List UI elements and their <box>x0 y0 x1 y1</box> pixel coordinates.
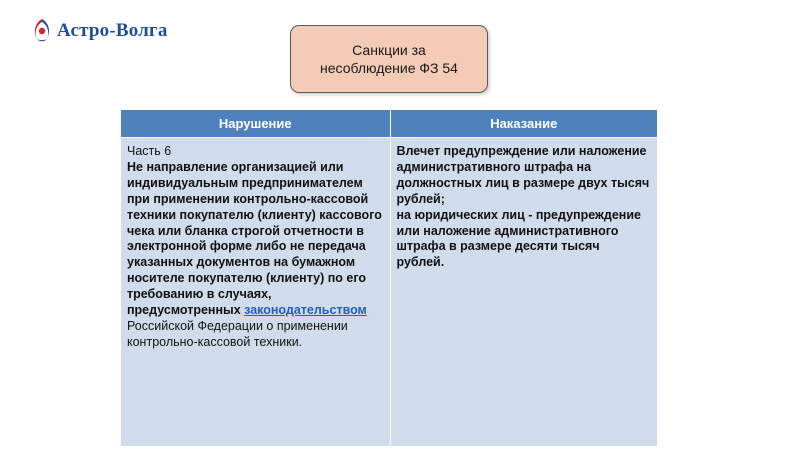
penalty-officials: Влечет предупреждение или наложение административного штрафа на должностных лиц в размере двух тысяч рублей; <box>396 144 650 206</box>
logo <box>30 16 168 46</box>
title-box <box>290 25 488 93</box>
legislation-link[interactable]: законодательством <box>244 303 367 318</box>
title-line-2: несоблюдение ФЗ 54 <box>320 60 458 76</box>
penalty-legal-entities: на юридических лиц - предупреждение или наложение административного штрафа в размере десяти тысяч рублей. <box>396 207 641 270</box>
header-violation: Нарушение <box>121 110 390 138</box>
table-header-row <box>121 110 657 138</box>
sanctions-table <box>121 110 657 446</box>
logo-text: Астро-Волга <box>57 20 168 41</box>
header-penalty: Наказание <box>390 110 657 138</box>
violation-text-end: Российской Федерации о применении контрольно-кассовой техники. <box>127 318 348 349</box>
penalty-cell <box>390 138 657 447</box>
astro-volga-logo-icon <box>30 17 54 45</box>
violation-text: Не направление организацией или индивидуальным предпринимателем при применении контрольно-кассовой техники покупателю (клиенту) кассового чека или бланка строгой отчетности в электронной форме либо не передача указанных документов на бумажном носителе покупателю (клиенту) по его требованию в случаях, предусмотренных <box>127 159 382 318</box>
violation-cell <box>121 138 390 447</box>
violation-part: Часть 6 <box>127 144 172 158</box>
table-row <box>121 138 657 447</box>
title-line-1: Санкции за <box>352 42 426 58</box>
